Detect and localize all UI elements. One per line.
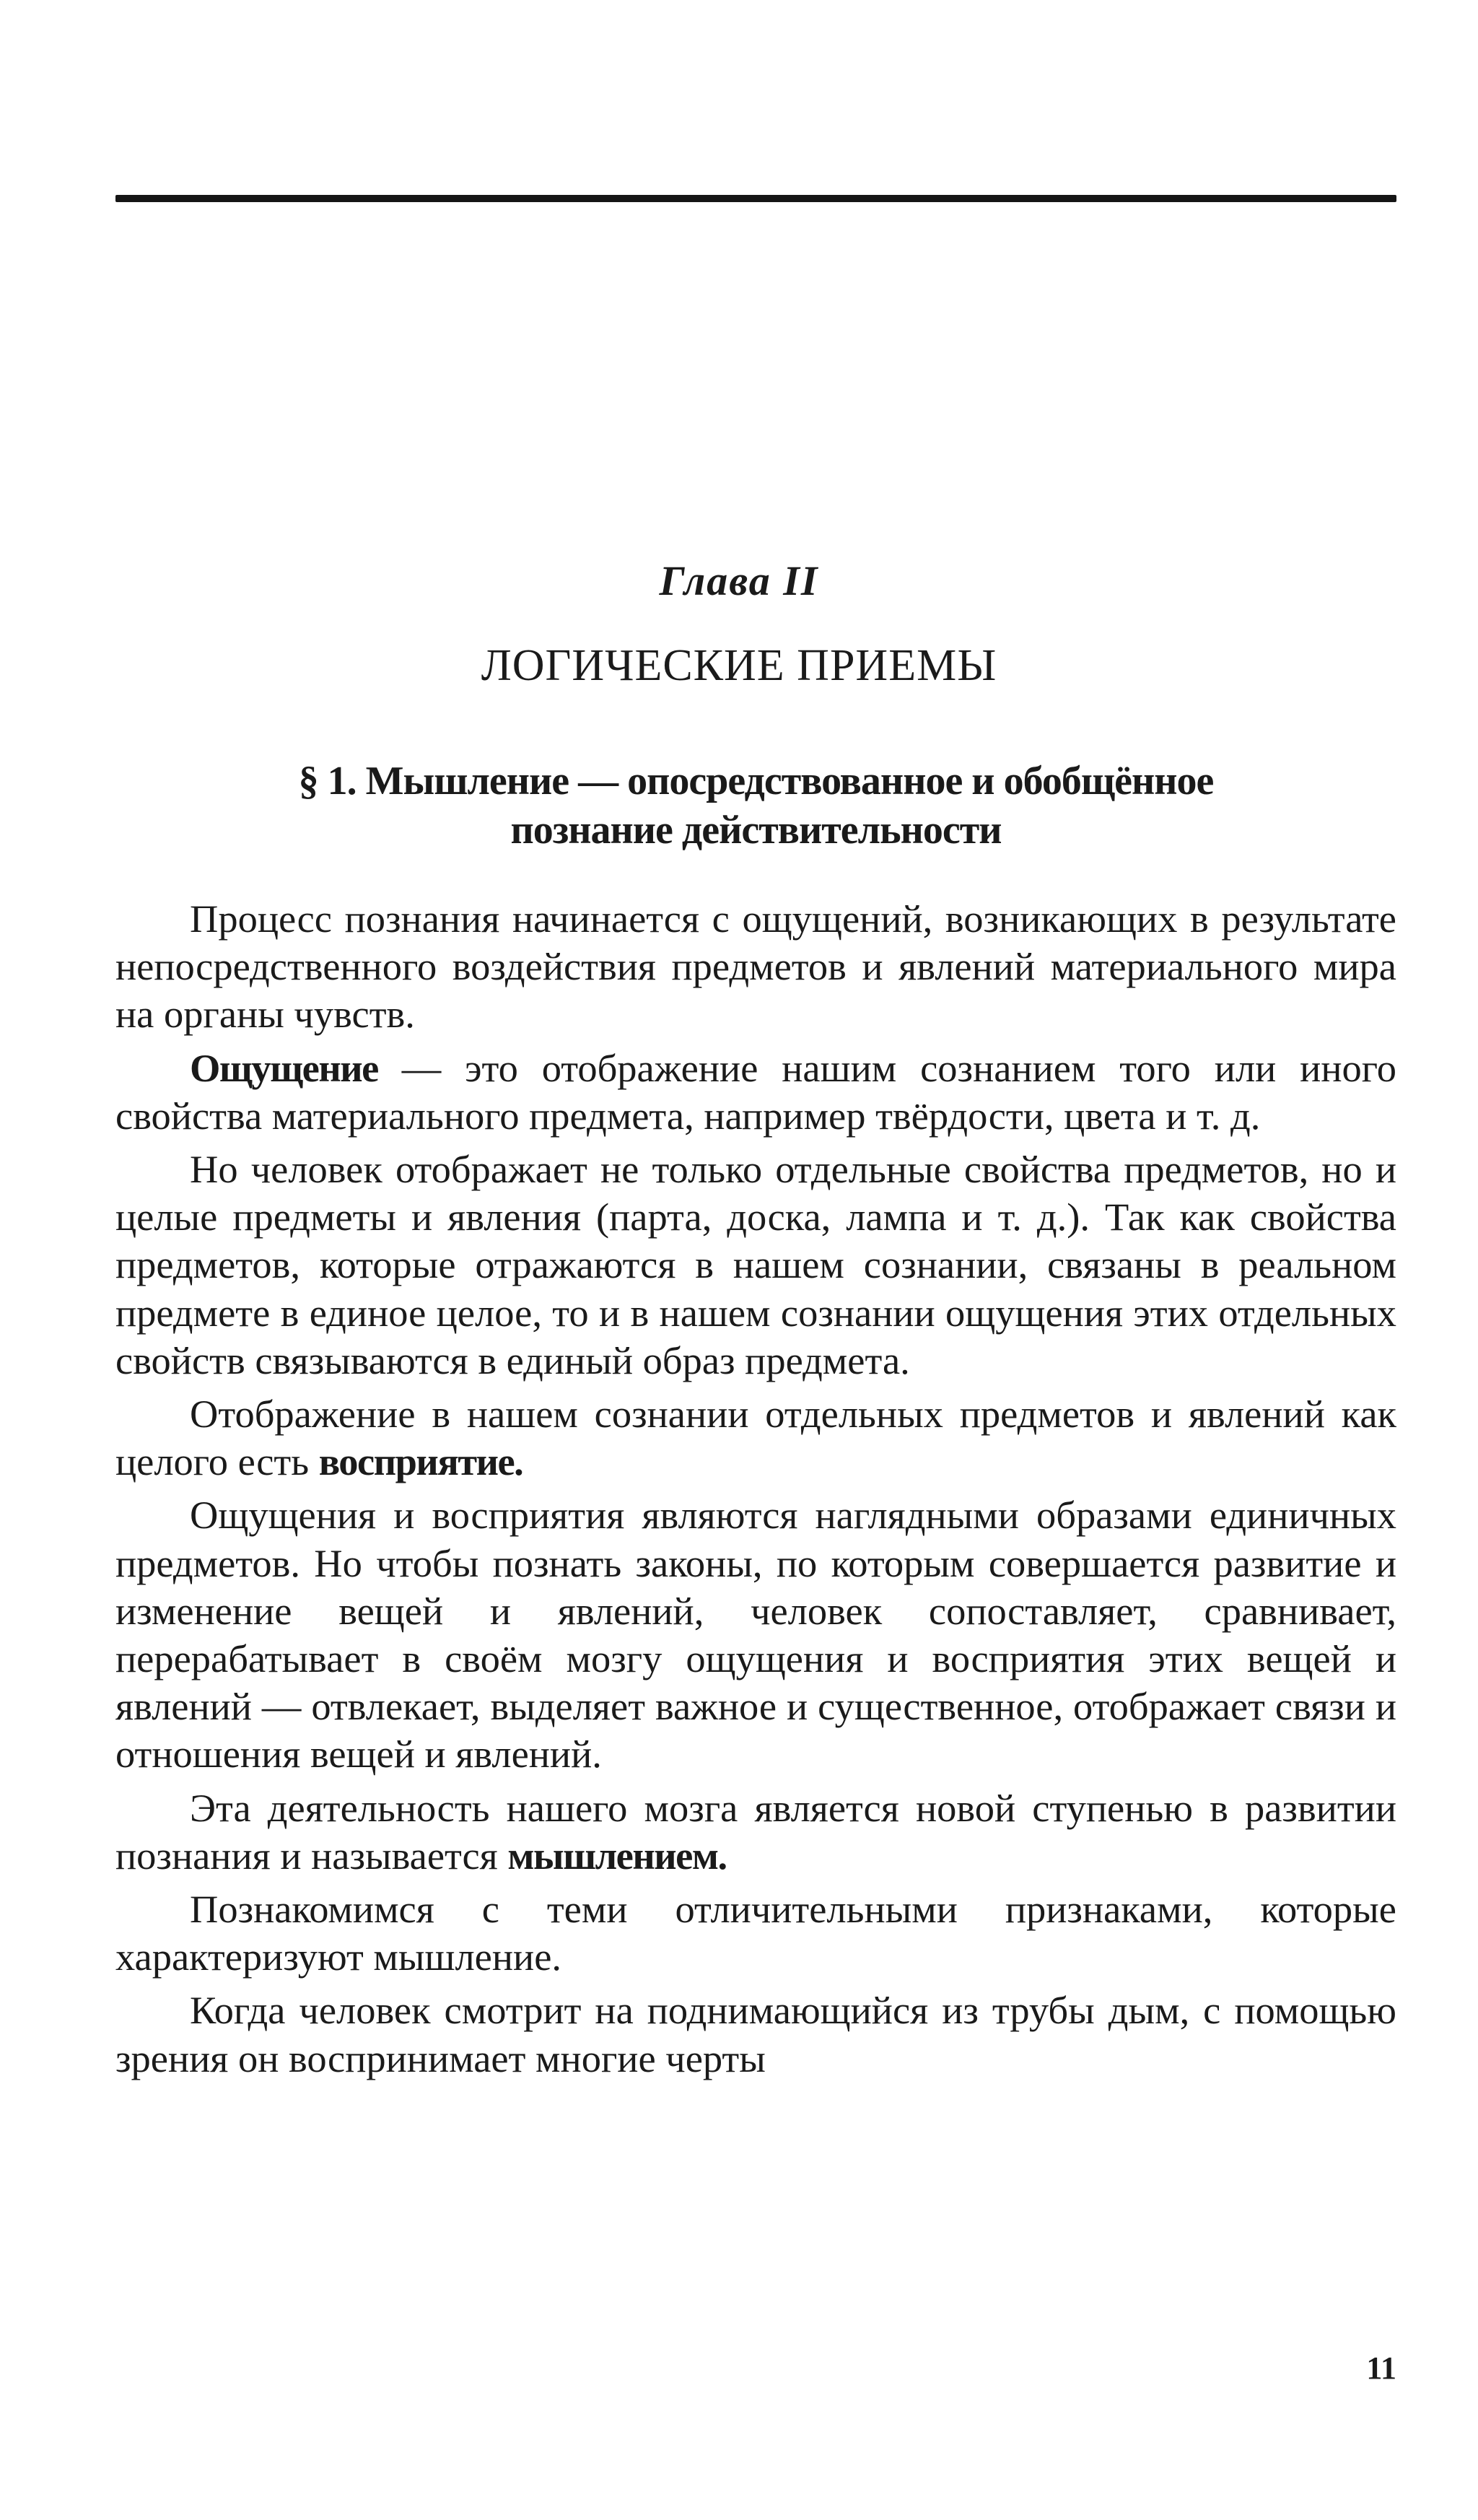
paragraph-7: Познакомимся с теми отличительными признаками, которые характеризуют мышление. bbox=[115, 1887, 1396, 1979]
section-title bbox=[115, 757, 1396, 855]
paragraph-2 bbox=[115, 1045, 1396, 1140]
chapter-title: ЛОГИЧЕСКИЕ ПРИЕМЫ bbox=[481, 641, 997, 690]
top-rule bbox=[115, 195, 1396, 202]
paragraph-1: Процесс познания начинается с ощущений, возникающих в результате непосредственного воздействия предметов и явлений материального мира на органы чувств. bbox=[115, 897, 1396, 1037]
paragraph-2-text: — это отображение нашим сознанием того или иного свойства материального предмета, например твёрдости, цвета и т. д. bbox=[115, 1045, 1396, 1138]
paragraph-4-text: Отображение в нашем сознании отдельных предметов и явлений как целого есть bbox=[115, 1392, 1396, 1484]
paragraph-6 bbox=[115, 1784, 1396, 1880]
paragraph-8: Когда человек смотрит на поднимающийся из трубы дым, с помощью зрения он воспринимает многие черты bbox=[115, 1988, 1396, 2080]
paragraph-6-text: Эта деятельность нашего мозга является новой ступенью в развитии познания и называется bbox=[115, 1785, 1396, 1878]
section-title-line-1: § 1. Мышление — опосредствованное и обобщённое bbox=[298, 759, 1214, 803]
section-title-line-2: познание действительности bbox=[510, 808, 1002, 853]
paragraph-3: Но человек отображает не только отдельные свойства предметов, но и целые предметы и явления (парта, доска, лампа и т. д.). Так как свойства предметов, которые отражаются в нашем сознании, связаны в реальном предмете в единое целое, то и в нашем сознании ощущения этих отдельных свойств связываются в единый образ предмета. bbox=[115, 1147, 1396, 1382]
term-sensation: Ощущение bbox=[190, 1045, 378, 1090]
chapter-label: Глава II bbox=[659, 557, 819, 604]
body-text bbox=[115, 895, 1396, 2088]
term-thinking: мышлением. bbox=[507, 1833, 727, 1878]
paragraph-5: Ощущения и восприятия являются наглядными образами единичных предметов. Но чтобы познать законы, по которым совершается развитие и изменение вещей и явлений, человек сопоставляет, сравнивает, перерабатывает в своём мозгу ощущения и восприятия этих вещей и явлений — отвлекает, выделяет важное и существенное, отображает связи и отношения вещей и явлений. bbox=[115, 1493, 1396, 1776]
term-perception: восприятие. bbox=[318, 1439, 523, 1484]
page-number: 11 bbox=[1366, 2350, 1396, 2386]
paragraph-4 bbox=[115, 1390, 1396, 1486]
